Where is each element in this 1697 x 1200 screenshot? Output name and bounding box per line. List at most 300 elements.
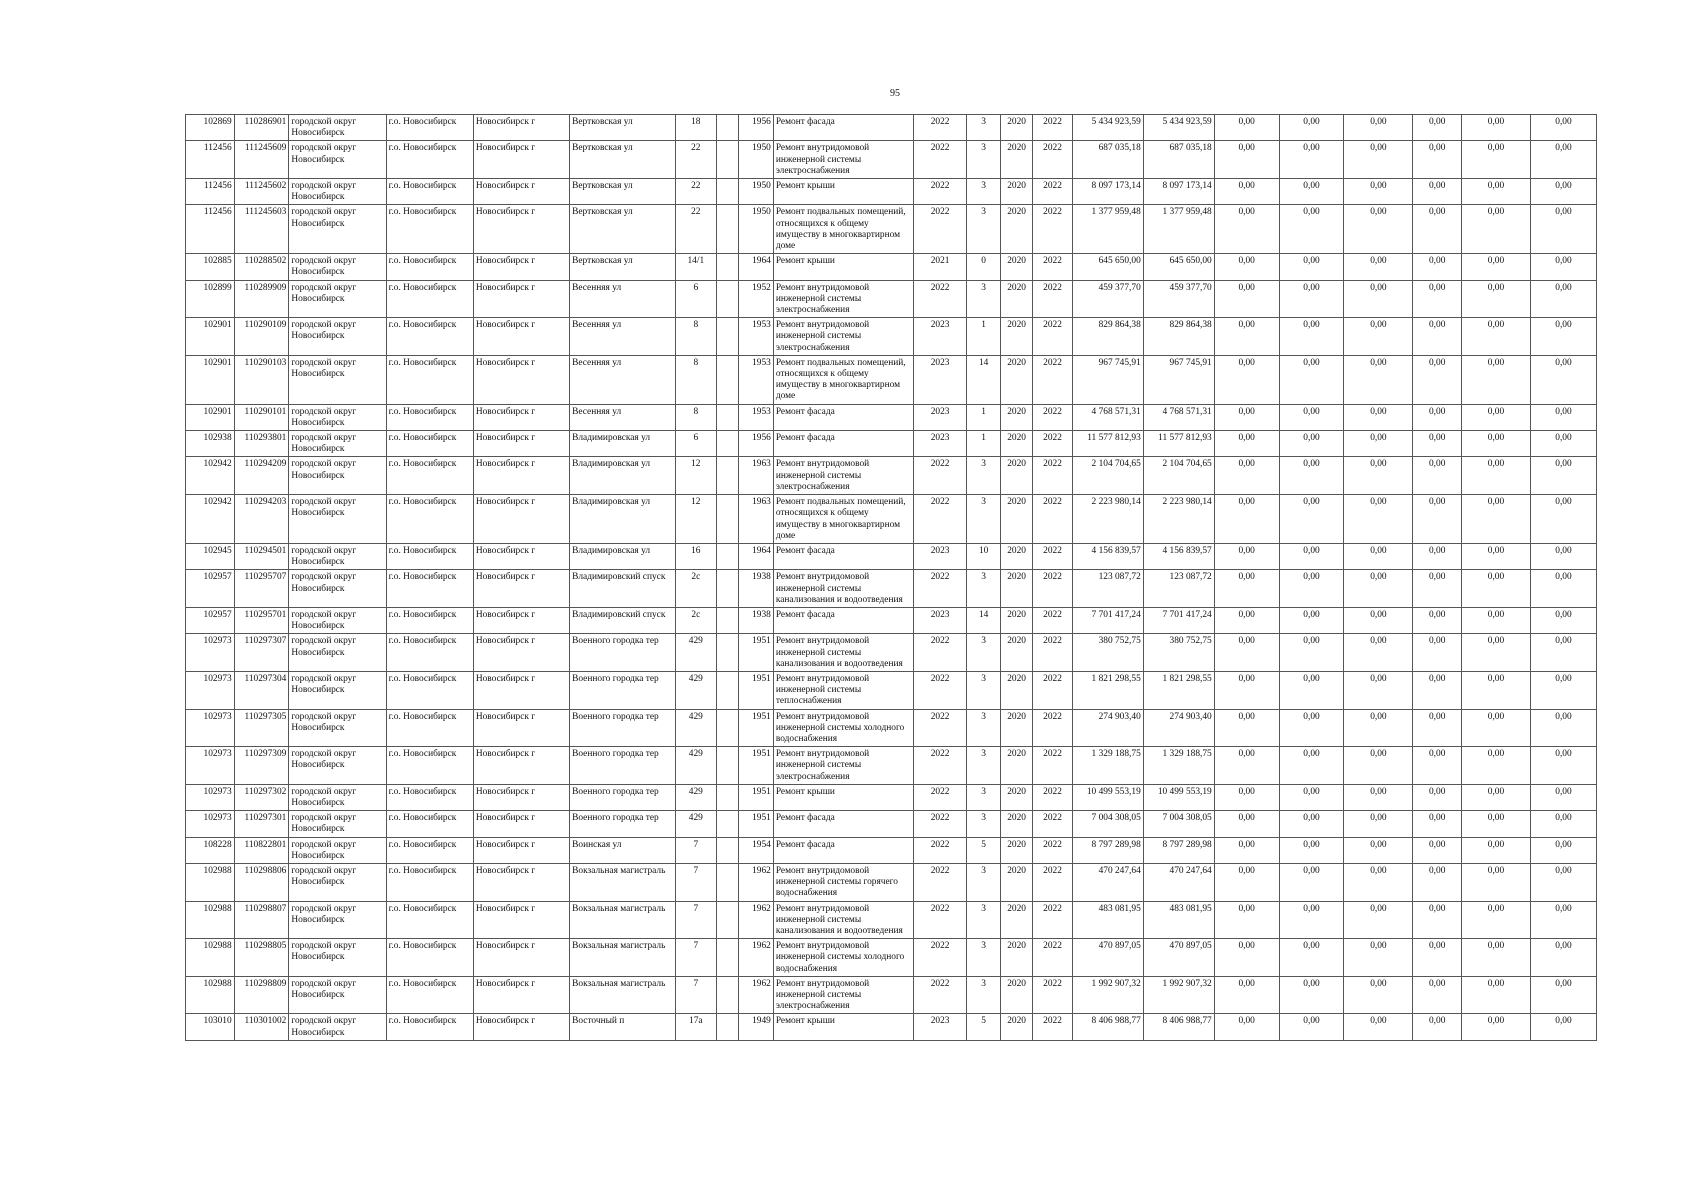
cell-plan: 2022 (913, 837, 967, 863)
cell-v6: 0,00 (1530, 747, 1596, 785)
cell-y2: 2022 (1033, 901, 1073, 939)
cell-go: г.о. Новосибирск (386, 784, 473, 810)
cell-city: Новосибирск г (473, 811, 569, 837)
cell-year: 1938 (739, 607, 773, 633)
cell-v1: 0,00 (1214, 254, 1279, 280)
cell-code: 110293801 (234, 431, 289, 457)
cell-v5: 0,00 (1462, 495, 1531, 544)
cell-v6: 0,00 (1530, 543, 1596, 569)
cell-y1: 2020 (1000, 939, 1032, 977)
cell-city: Новосибирск г (473, 939, 569, 977)
cell-id: 102988 (186, 939, 235, 977)
cell-city: Новосибирск г (473, 607, 569, 633)
cell-go: г.о. Новосибирск (386, 141, 473, 179)
cell-sum1: 4 768 571,31 (1072, 404, 1143, 430)
cell-work: Ремонт крыши (773, 254, 913, 280)
cell-sum1: 470 897,05 (1072, 939, 1143, 977)
cell-mun: городской округ Новосибирск (289, 179, 386, 205)
cell-city: Новосибирск г (473, 115, 569, 141)
cell-y2: 2022 (1033, 355, 1073, 404)
cell-v2: 0,00 (1279, 254, 1344, 280)
cell-v6: 0,00 (1530, 431, 1596, 457)
cell-work: Ремонт внутридомовой инженерной системы электроснабжения (773, 457, 913, 495)
cell-v1: 0,00 (1214, 1014, 1279, 1040)
cell-sum2: 4 156 839,57 (1143, 543, 1214, 569)
cell-work: Ремонт внутридомовой инженерной системы канализования и водоотведения (773, 570, 913, 608)
cell-plan: 2022 (913, 205, 967, 254)
cell-year: 1956 (739, 431, 773, 457)
cell-bld (717, 404, 739, 430)
table-row (186, 709, 1597, 747)
cell-v1: 0,00 (1214, 939, 1279, 977)
cell-street: Вертковская ул (570, 141, 675, 179)
cell-v4: 0,00 (1413, 404, 1462, 430)
cell-city: Новосибирск г (473, 431, 569, 457)
cell-year: 1950 (739, 179, 773, 205)
cell-v6: 0,00 (1530, 254, 1596, 280)
cell-v5: 0,00 (1462, 901, 1531, 939)
cell-sum1: 5 434 923,59 (1072, 115, 1143, 141)
cell-sum2: 687 035,18 (1143, 141, 1214, 179)
cell-bld (717, 355, 739, 404)
cell-id: 102945 (186, 543, 235, 569)
cell-year: 1951 (739, 811, 773, 837)
cell-sum1: 470 247,64 (1072, 863, 1143, 901)
cell-plan: 2022 (913, 901, 967, 939)
cell-y2: 2022 (1033, 837, 1073, 863)
cell-v3: 0,00 (1344, 901, 1413, 939)
cell-code: 110286901 (234, 115, 289, 141)
cell-bld (717, 115, 739, 141)
cell-sum2: 8 097 173,14 (1143, 179, 1214, 205)
cell-v2: 0,00 (1279, 976, 1344, 1014)
cell-sum1: 2 104 704,65 (1072, 457, 1143, 495)
cell-mun: городской округ Новосибирск (289, 355, 386, 404)
cell-id: 102942 (186, 495, 235, 544)
cell-work: Ремонт крыши (773, 1014, 913, 1040)
cell-sum2: 967 745,91 (1143, 355, 1214, 404)
cell-id: 102899 (186, 280, 235, 318)
cell-bld (717, 671, 739, 709)
cell-v2: 0,00 (1279, 355, 1344, 404)
cell-go: г.о. Новосибирск (386, 543, 473, 569)
table-row (186, 280, 1597, 318)
cell-work: Ремонт внутридомовой инженерной системы электроснабжения (773, 141, 913, 179)
cell-v2: 0,00 (1279, 837, 1344, 863)
cell-v4: 0,00 (1413, 431, 1462, 457)
cell-code: 111245602 (234, 179, 289, 205)
cell-v1: 0,00 (1214, 976, 1279, 1014)
table-row (186, 570, 1597, 608)
cell-n: 3 (967, 939, 1000, 977)
cell-sum2: 459 377,70 (1143, 280, 1214, 318)
cell-v1: 0,00 (1214, 115, 1279, 141)
cell-house: 22 (675, 179, 717, 205)
cell-y1: 2020 (1000, 671, 1032, 709)
table-row (186, 1014, 1597, 1040)
cell-bld (717, 837, 739, 863)
cell-sum1: 8 097 173,14 (1072, 179, 1143, 205)
cell-v3: 0,00 (1344, 570, 1413, 608)
cell-v6: 0,00 (1530, 115, 1596, 141)
cell-sum2: 470 247,64 (1143, 863, 1214, 901)
table-row (186, 355, 1597, 404)
cell-work: Ремонт внутридомовой инженерной системы холодного водоснабжения (773, 939, 913, 977)
cell-street: Вокзальная магистраль (570, 901, 675, 939)
cell-code: 110295707 (234, 570, 289, 608)
cell-work: Ремонт внутридомовой инженерной системы электроснабжения (773, 747, 913, 785)
cell-year: 1951 (739, 671, 773, 709)
cell-v2: 0,00 (1279, 205, 1344, 254)
cell-id: 102885 (186, 254, 235, 280)
cell-street: Военного городка тер (570, 784, 675, 810)
cell-work: Ремонт внутридомовой инженерной системы горячего водоснабжения (773, 863, 913, 901)
cell-house: 12 (675, 457, 717, 495)
cell-v1: 0,00 (1214, 404, 1279, 430)
cell-house: 7 (675, 901, 717, 939)
cell-y2: 2022 (1033, 607, 1073, 633)
cell-v4: 0,00 (1413, 280, 1462, 318)
cell-go: г.о. Новосибирск (386, 318, 473, 356)
cell-sum1: 380 752,75 (1072, 634, 1143, 672)
cell-house: 6 (675, 280, 717, 318)
cell-code: 111245603 (234, 205, 289, 254)
cell-n: 3 (967, 784, 1000, 810)
cell-id: 103010 (186, 1014, 235, 1040)
cell-city: Новосибирск г (473, 863, 569, 901)
cell-v4: 0,00 (1413, 811, 1462, 837)
cell-house: 7 (675, 837, 717, 863)
cell-code: 110297307 (234, 634, 289, 672)
cell-id: 102973 (186, 709, 235, 747)
cell-street: Вертковская ул (570, 254, 675, 280)
table-row (186, 318, 1597, 356)
cell-v1: 0,00 (1214, 280, 1279, 318)
cell-id: 102973 (186, 634, 235, 672)
cell-street: Военного городка тер (570, 671, 675, 709)
cell-id: 102988 (186, 976, 235, 1014)
cell-house: 429 (675, 784, 717, 810)
cell-house: 16 (675, 543, 717, 569)
cell-y1: 2020 (1000, 280, 1032, 318)
cell-sum2: 1 377 959,48 (1143, 205, 1214, 254)
cell-code: 110295701 (234, 607, 289, 633)
cell-street: Вертковская ул (570, 205, 675, 254)
cell-city: Новосибирск г (473, 747, 569, 785)
cell-v3: 0,00 (1344, 431, 1413, 457)
cell-plan: 2022 (913, 141, 967, 179)
table-row (186, 431, 1597, 457)
cell-v4: 0,00 (1413, 457, 1462, 495)
cell-v2: 0,00 (1279, 607, 1344, 633)
cell-v1: 0,00 (1214, 863, 1279, 901)
cell-year: 1949 (739, 1014, 773, 1040)
cell-city: Новосибирск г (473, 404, 569, 430)
cell-v3: 0,00 (1344, 115, 1413, 141)
cell-plan: 2021 (913, 254, 967, 280)
cell-id: 112456 (186, 179, 235, 205)
cell-v1: 0,00 (1214, 495, 1279, 544)
cell-v5: 0,00 (1462, 784, 1531, 810)
cell-work: Ремонт внутридомовой инженерной системы холодного водоснабжения (773, 709, 913, 747)
cell-go: г.о. Новосибирск (386, 355, 473, 404)
cell-y1: 2020 (1000, 115, 1032, 141)
table-row (186, 141, 1597, 179)
cell-mun: городской округ Новосибирск (289, 634, 386, 672)
cell-y1: 2020 (1000, 543, 1032, 569)
cell-id: 102957 (186, 570, 235, 608)
cell-work: Ремонт фасада (773, 543, 913, 569)
cell-code: 110294203 (234, 495, 289, 544)
cell-house: 6 (675, 431, 717, 457)
cell-mun: городской округ Новосибирск (289, 1014, 386, 1040)
cell-year: 1964 (739, 254, 773, 280)
cell-v1: 0,00 (1214, 318, 1279, 356)
cell-year: 1962 (739, 863, 773, 901)
cell-go: г.о. Новосибирск (386, 634, 473, 672)
cell-go: г.о. Новосибирск (386, 671, 473, 709)
cell-sum2: 4 768 571,31 (1143, 404, 1214, 430)
cell-street: Военного городка тер (570, 811, 675, 837)
cell-y1: 2020 (1000, 457, 1032, 495)
cell-n: 14 (967, 607, 1000, 633)
cell-plan: 2022 (913, 939, 967, 977)
cell-v2: 0,00 (1279, 709, 1344, 747)
cell-mun: городской округ Новосибирск (289, 784, 386, 810)
cell-v2: 0,00 (1279, 570, 1344, 608)
cell-bld (717, 570, 739, 608)
cell-street: Владимировский спуск (570, 570, 675, 608)
cell-v4: 0,00 (1413, 318, 1462, 356)
cell-sum2: 470 897,05 (1143, 939, 1214, 977)
cell-y1: 2020 (1000, 901, 1032, 939)
cell-year: 1962 (739, 939, 773, 977)
cell-bld (717, 709, 739, 747)
cell-y1: 2020 (1000, 863, 1032, 901)
cell-v4: 0,00 (1413, 939, 1462, 977)
cell-house: 8 (675, 355, 717, 404)
cell-v1: 0,00 (1214, 634, 1279, 672)
cell-sum2: 8 406 988,77 (1143, 1014, 1214, 1040)
cell-year: 1951 (739, 784, 773, 810)
cell-plan: 2022 (913, 811, 967, 837)
cell-v4: 0,00 (1413, 671, 1462, 709)
cell-v1: 0,00 (1214, 837, 1279, 863)
cell-v5: 0,00 (1462, 280, 1531, 318)
cell-city: Новосибирск г (473, 205, 569, 254)
cell-n: 5 (967, 1014, 1000, 1040)
cell-n: 3 (967, 570, 1000, 608)
cell-v6: 0,00 (1530, 179, 1596, 205)
cell-v6: 0,00 (1530, 205, 1596, 254)
cell-n: 3 (967, 280, 1000, 318)
cell-mun: городской округ Новосибирск (289, 254, 386, 280)
cell-mun: городской округ Новосибирск (289, 863, 386, 901)
cell-n: 1 (967, 318, 1000, 356)
cell-plan: 2023 (913, 543, 967, 569)
cell-sum2: 1 992 907,32 (1143, 976, 1214, 1014)
cell-y2: 2022 (1033, 784, 1073, 810)
cell-v2: 0,00 (1279, 179, 1344, 205)
table-row (186, 939, 1597, 977)
cell-v6: 0,00 (1530, 901, 1596, 939)
table-row (186, 254, 1597, 280)
cell-v3: 0,00 (1344, 634, 1413, 672)
cell-sum1: 1 821 298,55 (1072, 671, 1143, 709)
cell-n: 3 (967, 811, 1000, 837)
cell-id: 102988 (186, 901, 235, 939)
cell-street: Военного городка тер (570, 747, 675, 785)
cell-mun: городской округ Новосибирск (289, 141, 386, 179)
cell-n: 3 (967, 709, 1000, 747)
cell-go: г.о. Новосибирск (386, 901, 473, 939)
cell-mun: городской округ Новосибирск (289, 747, 386, 785)
cell-bld (717, 205, 739, 254)
cell-id: 108228 (186, 837, 235, 863)
cell-bld (717, 901, 739, 939)
table-row (186, 976, 1597, 1014)
cell-plan: 2023 (913, 318, 967, 356)
cell-street: Восточный п (570, 1014, 675, 1040)
cell-v2: 0,00 (1279, 404, 1344, 430)
cell-y1: 2020 (1000, 1014, 1032, 1040)
cell-street: Владимировская ул (570, 495, 675, 544)
table-row (186, 543, 1597, 569)
cell-go: г.о. Новосибирск (386, 939, 473, 977)
cell-year: 1951 (739, 709, 773, 747)
cell-go: г.о. Новосибирск (386, 254, 473, 280)
cell-v3: 0,00 (1344, 784, 1413, 810)
cell-sum2: 1 329 188,75 (1143, 747, 1214, 785)
cell-year: 1954 (739, 837, 773, 863)
cell-n: 3 (967, 495, 1000, 544)
cell-year: 1951 (739, 634, 773, 672)
cell-go: г.о. Новосибирск (386, 811, 473, 837)
cell-v2: 0,00 (1279, 634, 1344, 672)
cell-code: 110298806 (234, 863, 289, 901)
cell-code: 110298809 (234, 976, 289, 1014)
cell-v1: 0,00 (1214, 811, 1279, 837)
cell-code: 110294501 (234, 543, 289, 569)
cell-v1: 0,00 (1214, 671, 1279, 709)
cell-y1: 2020 (1000, 784, 1032, 810)
cell-house: 429 (675, 747, 717, 785)
cell-plan: 2022 (913, 570, 967, 608)
cell-year: 1950 (739, 141, 773, 179)
cell-bld (717, 976, 739, 1014)
cell-plan: 2022 (913, 495, 967, 544)
cell-y2: 2022 (1033, 179, 1073, 205)
cell-sum2: 380 752,75 (1143, 634, 1214, 672)
cell-bld (717, 811, 739, 837)
cell-work: Ремонт внутридомовой инженерной системы теплоснабжения (773, 671, 913, 709)
table-row (186, 404, 1597, 430)
cell-work: Ремонт фасада (773, 811, 913, 837)
table-row (186, 837, 1597, 863)
cell-sum2: 10 499 553,19 (1143, 784, 1214, 810)
cell-year: 1952 (739, 280, 773, 318)
cell-work: Ремонт внутридомовой инженерной системы электроснабжения (773, 280, 913, 318)
cell-city: Новосибирск г (473, 976, 569, 1014)
cell-plan: 2022 (913, 457, 967, 495)
cell-v3: 0,00 (1344, 976, 1413, 1014)
cell-code: 110289909 (234, 280, 289, 318)
cell-v5: 0,00 (1462, 811, 1531, 837)
cell-v1: 0,00 (1214, 457, 1279, 495)
cell-v6: 0,00 (1530, 280, 1596, 318)
cell-v3: 0,00 (1344, 837, 1413, 863)
cell-plan: 2022 (913, 747, 967, 785)
cell-v5: 0,00 (1462, 863, 1531, 901)
cell-v6: 0,00 (1530, 939, 1596, 977)
cell-sum1: 7 004 308,05 (1072, 811, 1143, 837)
cell-v4: 0,00 (1413, 747, 1462, 785)
cell-go: г.о. Новосибирск (386, 495, 473, 544)
cell-id: 102901 (186, 404, 235, 430)
cell-bld (717, 747, 739, 785)
table-row (186, 495, 1597, 544)
cell-v4: 0,00 (1413, 205, 1462, 254)
cell-v2: 0,00 (1279, 747, 1344, 785)
cell-house: 7 (675, 863, 717, 901)
cell-mun: городской округ Новосибирск (289, 976, 386, 1014)
cell-go: г.о. Новосибирск (386, 976, 473, 1014)
cell-house: 22 (675, 205, 717, 254)
cell-go: г.о. Новосибирск (386, 404, 473, 430)
cell-street: Весенняя ул (570, 404, 675, 430)
cell-v3: 0,00 (1344, 355, 1413, 404)
cell-house: 14/1 (675, 254, 717, 280)
cell-y1: 2020 (1000, 495, 1032, 544)
cell-v2: 0,00 (1279, 115, 1344, 141)
cell-plan: 2023 (913, 404, 967, 430)
cell-mun: городской округ Новосибирск (289, 607, 386, 633)
cell-mun: городской округ Новосибирск (289, 811, 386, 837)
cell-work: Ремонт фасада (773, 607, 913, 633)
cell-y2: 2022 (1033, 709, 1073, 747)
cell-code: 110290103 (234, 355, 289, 404)
cell-house: 7 (675, 939, 717, 977)
cell-street: Владимировская ул (570, 431, 675, 457)
cell-go: г.о. Новосибирск (386, 607, 473, 633)
cell-city: Новосибирск г (473, 784, 569, 810)
cell-sum2: 123 087,72 (1143, 570, 1214, 608)
cell-n: 3 (967, 901, 1000, 939)
cell-plan: 2022 (913, 280, 967, 318)
cell-v3: 0,00 (1344, 607, 1413, 633)
cell-y1: 2020 (1000, 634, 1032, 672)
cell-mun: городской округ Новосибирск (289, 570, 386, 608)
cell-city: Новосибирск г (473, 570, 569, 608)
cell-v4: 0,00 (1413, 355, 1462, 404)
cell-v5: 0,00 (1462, 431, 1531, 457)
cell-id: 102973 (186, 747, 235, 785)
cell-v6: 0,00 (1530, 634, 1596, 672)
cell-sum1: 1 377 959,48 (1072, 205, 1143, 254)
cell-v3: 0,00 (1344, 709, 1413, 747)
cell-v3: 0,00 (1344, 671, 1413, 709)
table-row (186, 205, 1597, 254)
table-row (186, 457, 1597, 495)
cell-code: 110298805 (234, 939, 289, 977)
cell-bld (717, 318, 739, 356)
cell-sum2: 11 577 812,93 (1143, 431, 1214, 457)
cell-sum1: 1 992 907,32 (1072, 976, 1143, 1014)
cell-city: Новосибирск г (473, 543, 569, 569)
cell-v1: 0,00 (1214, 607, 1279, 633)
cell-sum1: 274 903,40 (1072, 709, 1143, 747)
cell-v5: 0,00 (1462, 179, 1531, 205)
